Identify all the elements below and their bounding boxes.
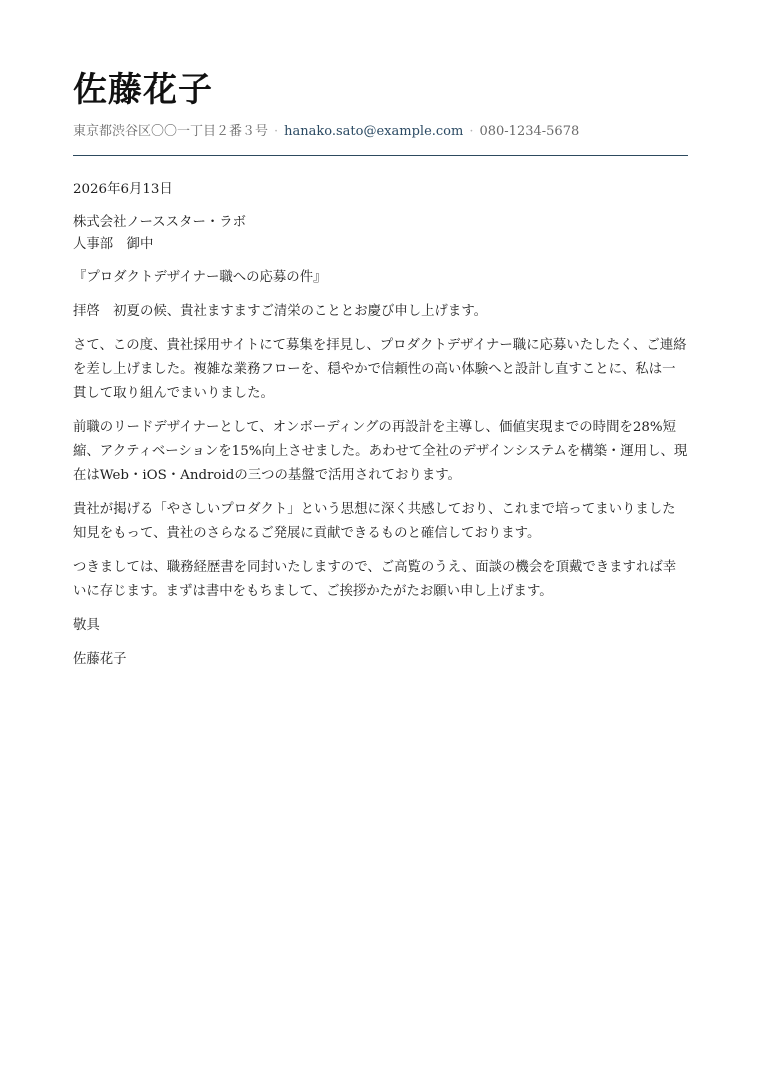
sender-name: 佐藤花子 [73,70,213,110]
recipient-department: 人事部 御中 [73,237,154,252]
letter-paragraph: さて、この度、貴社採用サイトにて募集を拝見し、プロダクトデザイナー職に応募いたしたく、ご連絡を差し上げました。複雑な業務フローを、穏やかで信頼性の高い体験へと設計し直すことに、私は一貫して取り組んでまいりました。 [73,338,687,401]
letter-paragraph: つきましては、職務経歴書を同封いたしますので、ご高覧のうえ、面談の機会を頂戴できますれば幸いに存じます。まずは書中をもちまして、ご挨拶かたがたお願い申し上げます。 [73,560,677,599]
letter-date: 2026年6月13日 [73,182,173,197]
header-divider [73,155,688,156]
contact-line [73,122,688,142]
letter-page [73,0,688,682]
separator-dot: · [274,124,279,139]
letter-closing: 敬具 [73,618,100,633]
letter-paragraph: 貴社が掲げる「やさしいプロダクト」という思想に深く共感しており、これまで培ってまいりました知見をもって、貴社のさらなるご発展に貢献できるものと確信しております。 [73,502,676,541]
letter-body [73,178,688,672]
letter-subject: 『プロダクトデザイナー職への応募の件』 [73,270,327,285]
sender-phone: 080-1234-5678 [479,124,580,139]
recipient-company: 株式会社ノーススター・ラボ [73,215,247,230]
letter-greeting: 拝啓 初夏の候、貴社ますますご清栄のこととお慶び申し上げます。 [73,304,488,319]
separator-dot: · [469,124,474,139]
letter-paragraph: 前職のリードデザイナーとして、オンボーディングの再設計を主導し、価値実現までの時間を28%短縮、アクティベーションを15%向上させました。あわせて全社のデザインシステムを構築・運用し、現在はWeb・iOS・Androidの三つの基盤で活用されております。 [73,420,688,483]
sender-address: 東京都渋谷区〇〇一丁目２番３号 [73,124,269,139]
sender-email: hanako.sato@example.com [284,124,464,139]
recipient-block [73,212,688,256]
letter-signature: 佐藤花子 [73,652,127,667]
